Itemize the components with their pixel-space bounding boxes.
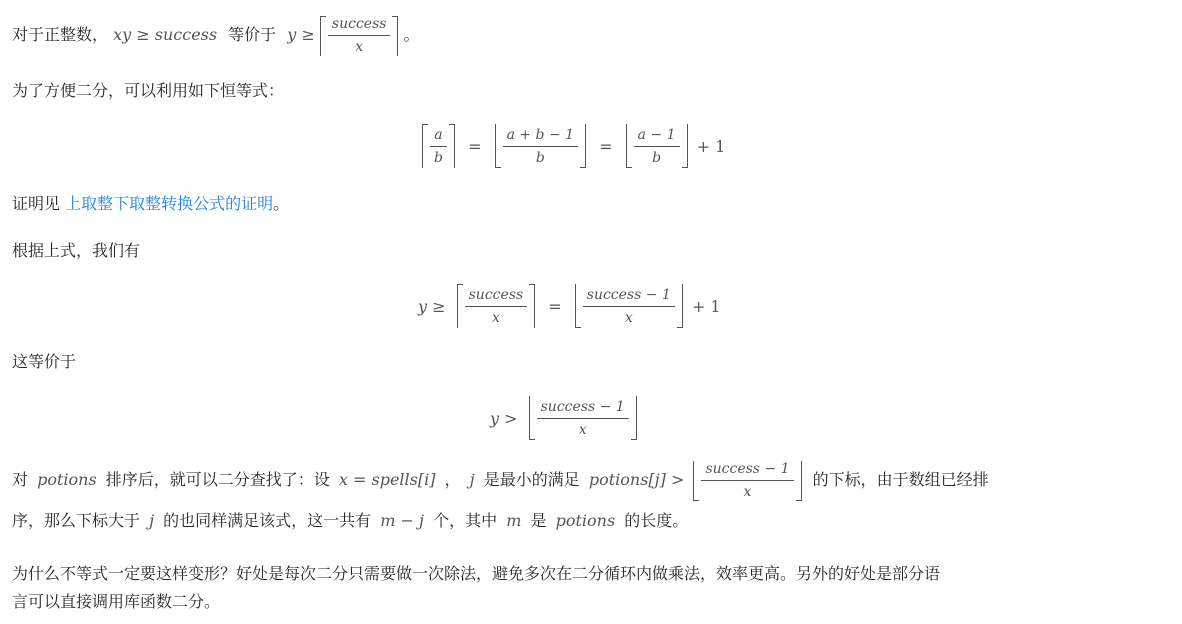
math-potions-j-gt: potions[j] > — [588, 470, 685, 489]
fraction — [701, 460, 793, 501]
math-m: m — [506, 511, 522, 530]
text: 是 — [530, 511, 547, 530]
paragraph-why-transform: 为什么不等式一定要这样变形？好处是每次二分只需要做一次除法，避免多次在二分循环内做乘法，效率更高。另外的好处是部分语 — [12, 564, 941, 583]
equation-ceil-floor-identity — [422, 124, 733, 168]
plus-one: + 1 — [696, 136, 726, 156]
denominator: x — [355, 39, 364, 55]
ceil-left-bracket — [320, 16, 326, 56]
ceil-right-bracket — [529, 284, 535, 328]
math-y-ge: y ≥ — [287, 25, 315, 44]
numerator: success − 1 — [537, 398, 629, 419]
equation-y-ge — [418, 284, 729, 328]
text: 对 — [12, 470, 29, 489]
numerator: success — [465, 286, 528, 307]
denominator: x — [743, 484, 752, 500]
text: 序，那么下标大于 — [12, 511, 141, 530]
equals-sign: = — [468, 136, 482, 156]
floor-left-bracket — [693, 461, 699, 501]
text: 是最小的满足 — [483, 470, 580, 489]
paragraph-from-above: 根据上式，我们有 — [12, 241, 141, 260]
numerator: success − 1 — [583, 286, 675, 307]
denominator: b — [652, 149, 662, 166]
text: 排序后，就可以二分查找了：设 — [105, 470, 330, 489]
math-j: j — [469, 470, 475, 489]
ceil-right-bracket — [392, 16, 398, 56]
equals-sign: = — [548, 296, 562, 316]
floor-right-bracket — [631, 396, 637, 440]
math-potions: potions — [37, 470, 97, 489]
paragraph-count — [12, 508, 688, 534]
math-x-eq-spells-i: x = spells[i] — [338, 470, 436, 489]
denominator: x — [624, 309, 633, 326]
text: 对于正整数， — [12, 25, 109, 44]
plus-one: + 1 — [691, 296, 721, 316]
text: 。 — [273, 194, 290, 213]
paragraph-proof-reference — [12, 191, 289, 217]
text: 等价于 — [228, 25, 277, 44]
text: 的长度。 — [624, 511, 689, 530]
fraction — [503, 126, 578, 167]
floor-right-bracket — [580, 124, 586, 168]
fraction — [583, 286, 675, 327]
fraction — [465, 286, 528, 327]
math-m-minus-j: m − j — [380, 511, 424, 530]
fraction — [634, 126, 680, 167]
math-potions: potions — [555, 511, 616, 530]
text: 。 — [403, 25, 420, 44]
paragraph-equivalent-to: 这等价于 — [12, 352, 77, 371]
math-y-ge: y ≥ — [418, 296, 446, 316]
equation-y-gt — [490, 396, 637, 440]
denominator: x — [578, 421, 587, 438]
paragraph-binary-search — [12, 460, 989, 501]
ceil-left-bracket — [457, 284, 463, 328]
proof-link[interactable]: 上取整下取整转换公式的证明 — [65, 194, 274, 213]
math-y-gt: y > — [490, 408, 518, 428]
math-xy-ge-success: xy ≥ success — [113, 25, 218, 44]
numerator: a + b − 1 — [503, 126, 578, 147]
equals-sign: = — [599, 136, 613, 156]
numerator: success − 1 — [701, 460, 793, 481]
fraction — [537, 398, 629, 439]
floor-left-bracket — [626, 124, 632, 168]
floor-right-bracket — [796, 461, 802, 501]
fraction — [430, 126, 447, 167]
text: 的下标，由于数组已经排 — [812, 470, 989, 489]
ceil-left-bracket — [422, 124, 428, 168]
floor-right-bracket — [677, 284, 683, 328]
text: 个，其中 — [433, 511, 498, 530]
floor-right-bracket — [682, 124, 688, 168]
denominator: b — [535, 149, 545, 166]
text: 的也同样满足该式，这一共有 — [163, 511, 372, 530]
floor-left-bracket — [529, 396, 535, 440]
paragraph-equivalence — [12, 15, 420, 56]
math-j: j — [149, 511, 155, 530]
paragraph-why-transform-cont: 言可以直接调用库函数二分。 — [12, 592, 221, 611]
numerator: a — [430, 126, 447, 147]
text: ， — [444, 470, 461, 489]
paragraph-identity-intro: 为了方便二分，可以利用如下恒等式： — [12, 81, 285, 100]
denominator: b — [434, 149, 443, 166]
floor-left-bracket — [575, 284, 581, 328]
ceil-right-bracket — [449, 124, 455, 168]
numerator: success — [328, 15, 391, 36]
fraction — [328, 15, 391, 56]
text: 证明见 — [12, 194, 66, 213]
floor-left-bracket — [495, 124, 501, 168]
numerator: a − 1 — [634, 126, 680, 147]
denominator: x — [491, 309, 500, 326]
